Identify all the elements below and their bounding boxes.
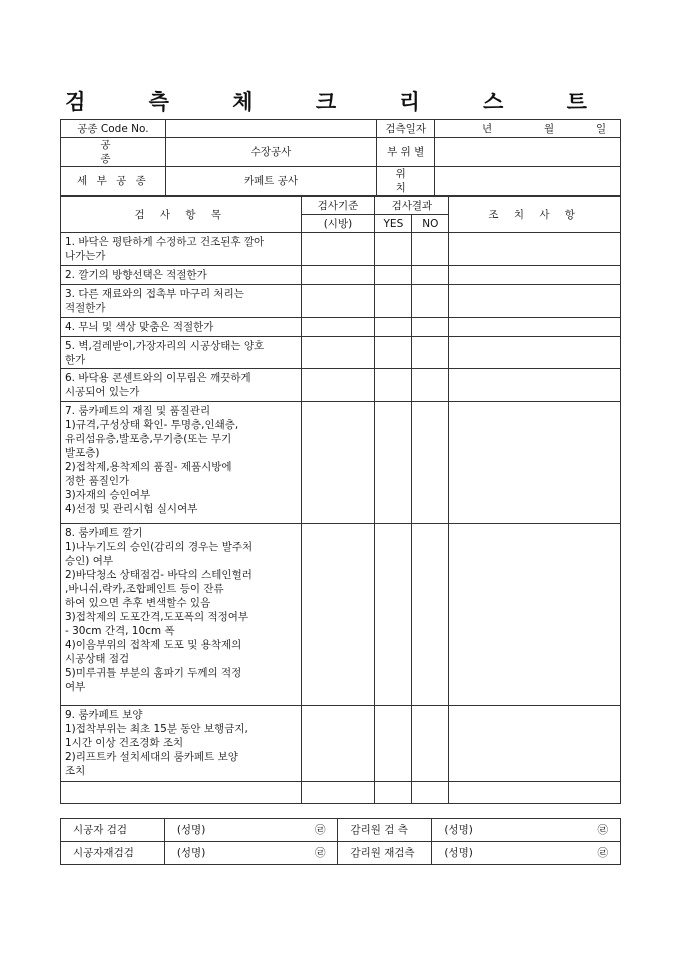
checklist-item-text: 5. 벽,걸레받이,가장자리의 시공상태는 양호 한가 (61, 337, 302, 369)
criteria-cell[interactable] (301, 402, 375, 524)
seal-mark: ㉣ (597, 847, 608, 859)
work-code-field[interactable] (165, 120, 376, 138)
action-cell[interactable] (449, 266, 621, 285)
contractor-recheck-label: 시공자재검검 (61, 842, 165, 865)
name-placeholder: (성명) (176, 824, 206, 836)
action-cell[interactable] (449, 706, 621, 782)
yes-cell[interactable] (375, 402, 412, 524)
inspection-date-field[interactable] (435, 120, 621, 138)
checklist-item-text: 9. 룸카페트 보양 1)접착부위는 최초 15분 동안 보행금지, 1시간 이상 건조경화 조치 2)리프트카 설치세대의 룸카페트 보양 조치 (61, 706, 302, 782)
action-cell[interactable] (449, 402, 621, 524)
criteria-cell[interactable] (301, 524, 375, 706)
no-cell[interactable] (412, 266, 449, 285)
no-cell[interactable] (412, 706, 449, 782)
seal-mark: ㉣ (314, 824, 326, 836)
sub-work-label: 세 부 공 종 (61, 167, 166, 196)
table-row (61, 402, 621, 524)
seal-mark: ㉣ (314, 847, 326, 859)
column-header-criteria: 검사기준 (301, 197, 375, 215)
no-cell[interactable] (412, 285, 449, 318)
criteria-cell[interactable] (301, 782, 375, 804)
seal-mark: ㉣ (597, 824, 608, 836)
inspection-date-label: 검측일자 (377, 120, 435, 138)
criteria-cell[interactable] (301, 337, 375, 369)
column-header-result: 검사결과 (375, 197, 449, 215)
action-cell[interactable] (449, 782, 621, 804)
location-field[interactable] (435, 138, 621, 167)
name-placeholder: (성명) (444, 824, 473, 836)
work-code-label: 공종 Code No. (61, 120, 166, 138)
checklist-item-text[interactable] (61, 782, 302, 804)
column-header-yes: YES (375, 215, 412, 233)
supervisor-recheck-signature[interactable] (432, 842, 621, 865)
table-row (61, 369, 621, 402)
action-cell[interactable] (449, 285, 621, 318)
no-cell[interactable] (412, 233, 449, 266)
no-cell[interactable] (412, 402, 449, 524)
criteria-cell[interactable] (301, 318, 375, 337)
checklist-item-text: 6. 바닥용 콘센트와의 이무림은 깨끗하게 시공되어 있는가 (61, 369, 302, 402)
sub-work-value[interactable]: 카페트 공사 (165, 167, 376, 196)
supervisor-check-label: 감리원 검 측 (338, 819, 432, 842)
name-placeholder: (성명) (176, 847, 206, 859)
table-row (61, 266, 621, 285)
location-label: 부 위 별 (377, 138, 435, 167)
checklist-item-text: 8. 룸카페트 깔기 1)나누기도의 승인(감리의 경우는 발주처 승인) 여부 2)바닥청소 상태점검- 바닥의 스테인헐러 ,바니쉬,락카,조합페인트 등이 잔류 하여 있으면 추후 변색할수 있음 3)접착제의 도포간격,도포폭의 적정여부 - 30cm 간격, 10cm 폭 4)이음부위의 접착제 도포 및 용착제의 시공상태 점검 5)미루귀틀 부분의 홈파기 두께의 적정 여부 (61, 524, 302, 706)
date-year-label: 년 (482, 122, 493, 135)
yes-cell[interactable] (375, 524, 412, 706)
table-row (61, 285, 621, 318)
work-type-label: 공 종 (61, 138, 166, 167)
yes-cell[interactable] (375, 337, 412, 369)
criteria-cell[interactable] (301, 233, 375, 266)
supervisor-check-signature[interactable] (432, 819, 621, 842)
table-row (61, 233, 621, 266)
action-cell[interactable] (449, 318, 621, 337)
no-cell[interactable] (412, 782, 449, 804)
no-cell[interactable] (412, 337, 449, 369)
yes-cell[interactable] (375, 285, 412, 318)
contractor-check-label: 시공자 검검 (61, 819, 165, 842)
column-header-no: NO (412, 215, 449, 233)
signature-table (60, 818, 621, 865)
action-cell[interactable] (449, 233, 621, 266)
name-placeholder: (성명) (444, 847, 473, 859)
action-cell[interactable] (449, 337, 621, 369)
position-field[interactable] (435, 167, 621, 196)
yes-cell[interactable] (375, 318, 412, 337)
action-cell[interactable] (449, 369, 621, 402)
contractor-recheck-signature[interactable] (164, 842, 338, 865)
column-header-criteria-sub: (시방) (301, 215, 375, 233)
criteria-cell[interactable] (301, 285, 375, 318)
table-row (61, 337, 621, 369)
position-label: 위 치 (377, 167, 435, 196)
checklist-item-text: 2. 깔기의 방향선택은 적절한가 (61, 266, 302, 285)
date-month-label: 월 (544, 122, 555, 135)
table-row (61, 706, 621, 782)
column-header-item: 검 사 항 목 (61, 197, 302, 233)
checklist-table (60, 196, 621, 804)
action-cell[interactable] (449, 524, 621, 706)
work-type-value[interactable]: 수장공사 (165, 138, 376, 167)
checklist-item-text: 3. 다른 재료와의 접촉부 마구리 처리는 적절한가 (61, 285, 302, 318)
column-header-action: 조 치 사 항 (449, 197, 621, 233)
yes-cell[interactable] (375, 233, 412, 266)
yes-cell[interactable] (375, 706, 412, 782)
header-info-table (60, 119, 621, 196)
checklist-item-text: 7. 룸카페트의 재질 및 품질관리 1)규격,구성상태 확인- 투명층,인쇄층, 유리섬유층,발포층,무기층(또는 무기 발포층) 2)접착제,용착제의 품질- 제품시방에 정한 품질인가 3)자재의 승인여부 4)선정 및 관리시험 실시여부 (61, 402, 302, 524)
criteria-cell[interactable] (301, 706, 375, 782)
table-row (61, 524, 621, 706)
supervisor-recheck-label: 감리원 재검측 (338, 842, 432, 865)
criteria-cell[interactable] (301, 266, 375, 285)
page-title: 검 측 체 크 리 스 트 (65, 89, 615, 114)
date-day-label: 일 (596, 122, 607, 135)
checklist-item-text: 4. 무늬 및 색상 맞춤은 적절한가 (61, 318, 302, 337)
no-cell[interactable] (412, 524, 449, 706)
criteria-cell[interactable] (301, 369, 375, 402)
table-row (61, 318, 621, 337)
table-row (61, 782, 621, 804)
yes-cell[interactable] (375, 266, 412, 285)
yes-cell[interactable] (375, 782, 412, 804)
no-cell[interactable] (412, 318, 449, 337)
checklist-item-text: 1. 바닥은 평탄하게 수정하고 건조된후 깔아 나가는가 (61, 233, 302, 266)
yes-cell[interactable] (375, 369, 412, 402)
no-cell[interactable] (412, 369, 449, 402)
contractor-check-signature[interactable] (164, 819, 338, 842)
